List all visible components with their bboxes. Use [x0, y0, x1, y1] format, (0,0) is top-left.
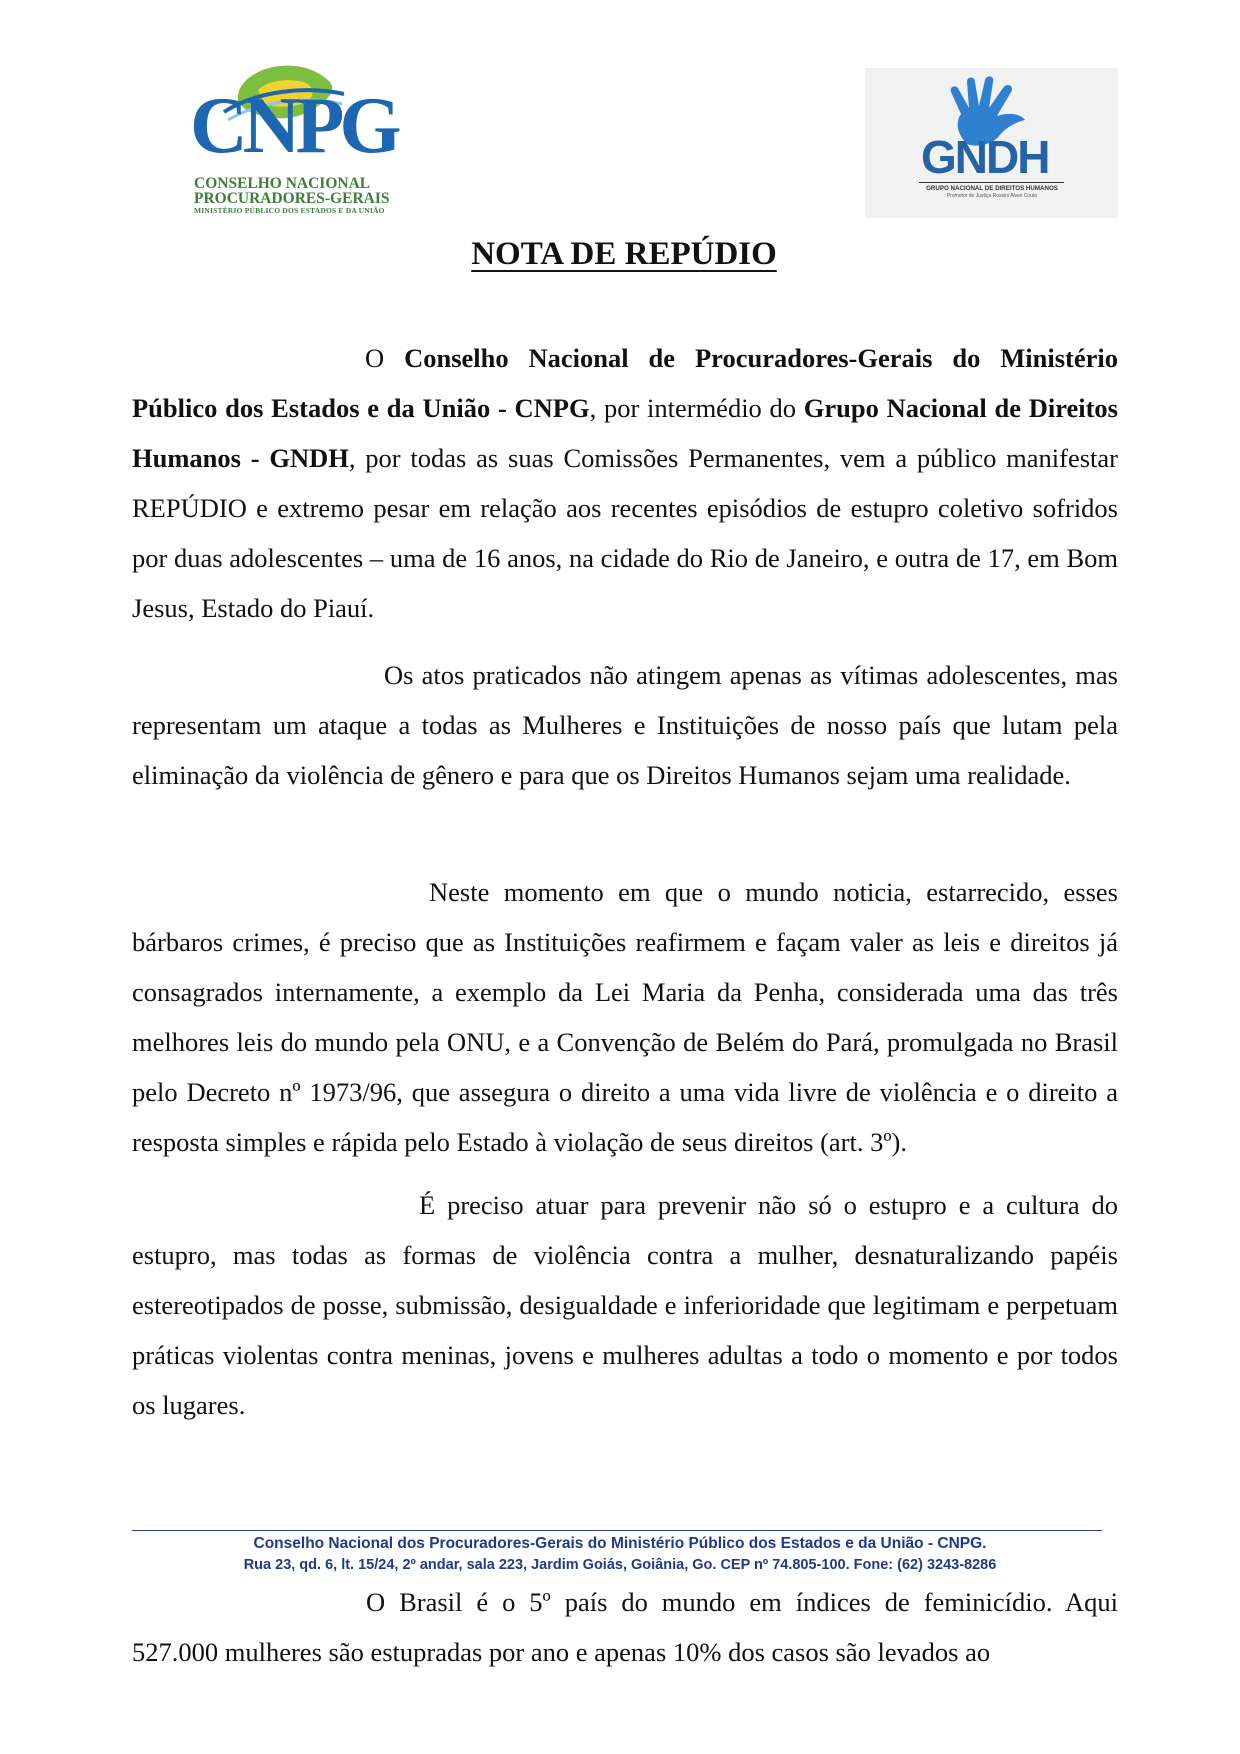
paragraph-4: É preciso atuar para prevenir não só o estupro e a cultura do estupro, mas todas as formas de violência contra a mulher, desnaturalizando papéis estereotipados de posse, submissão, desigualdade e inferioridade que legitimam e perpetuam práticas violentas contra meninas, jovens e mulheres adultas a todo o momento e por todos os lugares. [132, 1190, 1118, 1420]
paragraph-5: O Brasil é o 5º país do mundo em índices de feminicídio. Aqui 527.000 mulheres são estupradas por ano e apenas 10% dos casos são levados ao [132, 1587, 1118, 1667]
paragraph-1-bold-gndh: Grupo Nacional de Direitos Humanos - GNDH [132, 393, 1118, 473]
paragraph-1 [132, 333, 1118, 633]
footer-address: Rua 23, qd. 6, lt. 15/24, 2º andar, sala 223, Jardim Goiás, Goiânia, Go. CEP nº 74.805-100. Fone: (62) 3243-8286 [243, 1557, 997, 1573]
gndh-logo-line1: GRUPO NACIONAL DE DIREITOS HUMANOS [926, 185, 1058, 192]
gndh-logo [865, 68, 1118, 218]
footer-divider [132, 1530, 1102, 1531]
cnpg-logo [160, 52, 405, 227]
gndh-logo-divider [919, 182, 1064, 183]
gndh-logo-letters: GNDH [921, 131, 1049, 183]
footer-organization: Conselho Nacional dos Procuradores-Gerais do Ministério Público dos Estados e da União - CNPG. [253, 1535, 987, 1552]
paragraph-1-text-3: , por todas as suas Comissões Permanentes, vem a público manifestar REPÚDIO e extremo pesar em relação aos recentes episódios de estupro coletivo sofridos por duas adolescentes – uma de 16 anos, na cidade do Rio de Janeiro, e outra de 17, em Bom Jesus, Estado do Piauí. [132, 443, 1118, 623]
paragraph-2: Os atos praticados não atingem apenas as vítimas adolescentes, mas representam um ataque a todas as Mulheres e Instituições de nosso país que lutam pela eliminação da violência de gênero e para que os Direitos Humanos sejam uma realidade. [132, 660, 1118, 790]
gndh-logo-line2: Promotor de Justiça Rossini Alves Couto [946, 193, 1038, 199]
document-title: NOTA DE REPÚDIO [471, 236, 777, 272]
paragraph-1-bold-cnpg: Conselho Nacional de Procuradores-Gerais do Ministério Público dos Estados e da União - CNPG [132, 343, 1118, 423]
cnpg-logo-line2: PROCURADORES-GERAIS [194, 190, 390, 207]
cnpg-logo-line3: MINISTÉRIO PÚBLICO DOS ESTADOS E DA UNIÃO [194, 206, 385, 215]
paragraph-3: Neste momento em que o mundo noticia, estarrecido, esses bárbaros crimes, é preciso que as Instituições reafirmem e façam valer as leis e direitos já consagrados internamente, a exemplo da Lei Maria da Penha, considerada uma das três melhores leis do mundo pela ONU, e a Convenção de Belém do Pará, promulgada no Brasil pelo Decreto nº 1973/96, que assegura o direito a uma vida livre de violência e o direito a resposta simples e rápida pelo Estado à violação de seus direitos (art. 3º). [132, 877, 1118, 1157]
cnpg-logo-letters: CNPG [190, 82, 397, 170]
cnpg-logo-line1: CONSELHO NACIONAL [194, 175, 371, 192]
paragraph-1-text-2: , por intermédio do [589, 393, 804, 423]
paragraph-1-text-1: O [365, 343, 405, 373]
cnpg-logo-subtitle [194, 176, 390, 215]
